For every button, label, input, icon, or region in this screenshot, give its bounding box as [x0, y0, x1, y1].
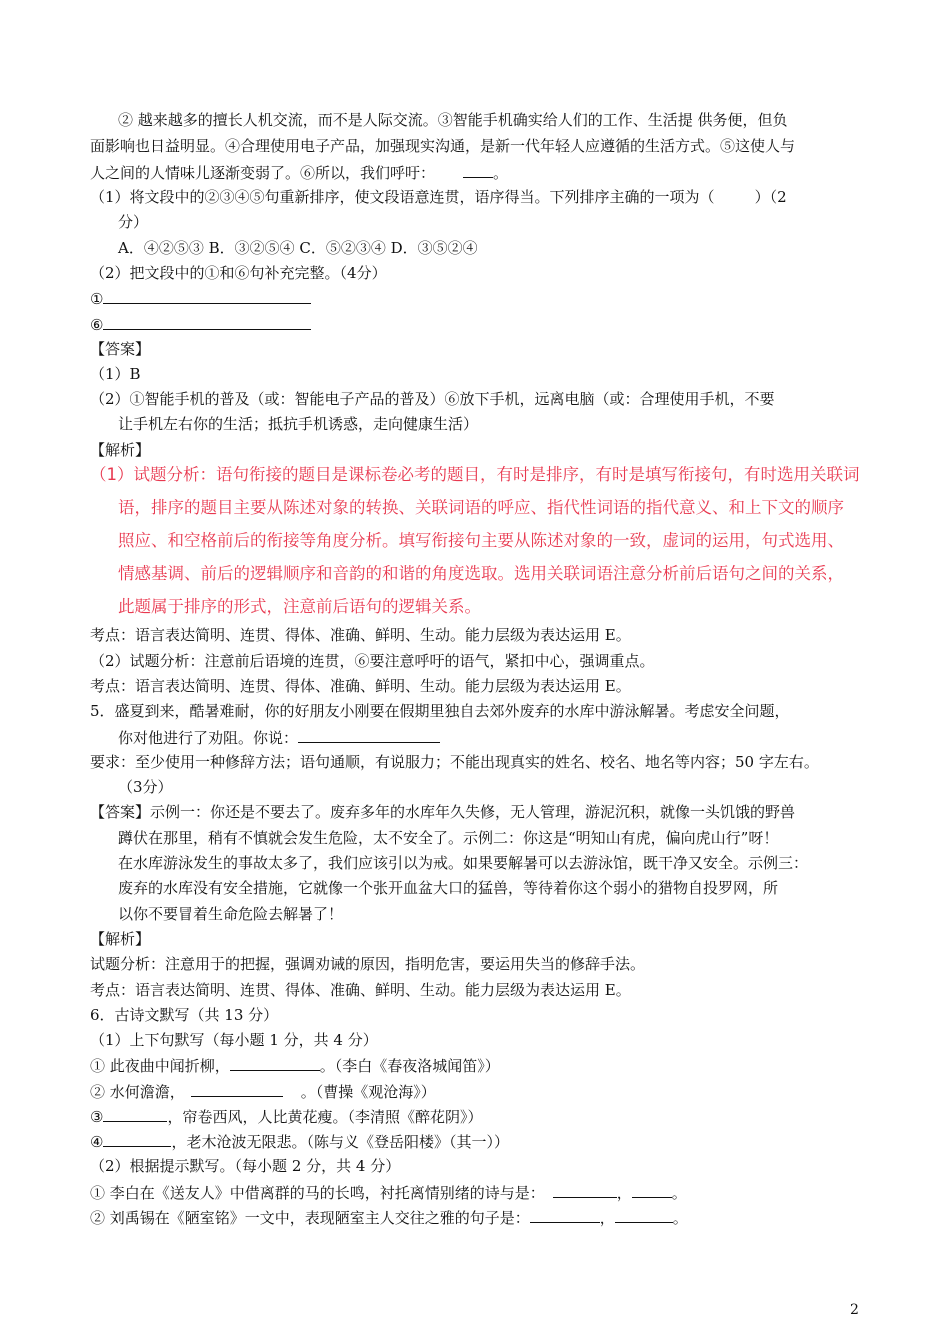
recite-3 [90, 1106, 482, 1127]
red-analysis-line-5: 此题属于排序的形式，注意前后语句的逻辑关系。 [118, 597, 481, 616]
question-5-score: （3分） [118, 778, 173, 796]
prompt-recite-1 [90, 1182, 687, 1203]
answer-2-line-1: （2）①智能手机的普及（或：智能电子产品的普及）⑥放下手机，远离电脑（或：合理使用手机，不要 [90, 390, 775, 408]
prompt-recite-2-text: ② 刘禹锡在《陋室铭》一文中，表现陋室主人交往之雅的句子是： [90, 1209, 530, 1227]
example-line-2: 蹲伏在那里，稍有不慎就会发生危险，太不安全了。示例二：你这是“明知山有虎，偏向虎山行”呀！ [118, 829, 779, 847]
example-line-4: 废弃的水库没有安全措施，它就像一个张开血盆大口的猛兽，等待着你这个弱小的猎物自投罗网，所 [118, 879, 779, 897]
analysis-2: （2）试题分析：注意前后语境的连贯，⑥要注意呼吁的语气，紧扣中心，强调重点。 [90, 652, 655, 670]
analysis-5: 试题分析：注意用于的把握，强调劝诫的原因，指明危害，要运用失当的修辞手法。 [90, 955, 646, 973]
example-line-1: 【答案】示例一：你还是不要去了。废弃多年的水库年久失修，无人管理，游泥沉积，就像一头饥饿的野兽 [90, 803, 796, 821]
recite-4 [90, 1131, 509, 1152]
fill-blank [298, 727, 440, 743]
example-line-5: 以你不要冒着生命危险去解暑了！ [118, 905, 344, 923]
question-6-part-1: （1）上下句默写（每小题 1 分，共 4 分） [90, 1031, 378, 1049]
prompt-recite-1-text: ① 李白在《送友人》中借离群的马的长鸣，衬托离情别绪的诗与是： [90, 1184, 545, 1202]
prompt-recite-2-end: 。 [672, 1209, 688, 1227]
analysis-heading-2: 【解析】 [90, 930, 151, 948]
passage-line-1: ② 越来越多的擅长人机交流，而不是人际交流。③智能手机确实给人们的工作、生活提 供务便，但负 [118, 111, 788, 129]
prompt-recite-2 [90, 1207, 688, 1228]
page-number: 2 [850, 1302, 859, 1318]
red-analysis-line-1: （1）试题分析：语句衔接的题目是课标卷必考的题目，有时是排序，有时是填写衔接句，有时选用关联词 [90, 465, 860, 484]
fill-blank [103, 1106, 167, 1122]
passage-line-3-end: 。 [493, 164, 509, 182]
recite-1-source: 。（李白《春夜洛城闻笛》） [319, 1057, 500, 1075]
recite-4-label: ④ [90, 1133, 104, 1151]
prompt-recite-2-comma: ， [599, 1209, 615, 1227]
fill-blank [530, 1207, 600, 1223]
prompt-recite-1-end: 。 [671, 1184, 687, 1202]
recite-3-source: ，帘卷西风，人比黄花瘦。（李清照《醉花阴》） [167, 1108, 483, 1126]
answer-1: （1）B [90, 365, 141, 383]
recite-2 [90, 1081, 436, 1102]
answer-2-line-2: 让手机左右你的生活；抵抗手机诱惑，走向健康生活） [118, 415, 479, 433]
kaodian-1: 考点：语言表达简明、连贯、得体、准确、鲜明、生动。能力层级为表达运用 E。 [90, 626, 631, 644]
fill-blank [553, 1182, 617, 1198]
fill-blank [632, 1182, 672, 1198]
example-line-3: 在水库游泳发生的事故太多了，我们应该引以为戒。如果要解暑可以去游泳馆，既干净又安全。示例三： [118, 854, 809, 872]
question-1-options: A．④②⑤③ B．③②⑤④ C．⑤②③④ D．③⑤②④ [118, 239, 478, 257]
red-analysis-line-4: 情感基调、前后的逻辑顺序和音韵的和谐的角度选取。选用关联词语注意分析前后语句之间的关系， [118, 564, 844, 583]
question-2-line: （2）把文段中的①和⑥句补充完整。（4分） [90, 264, 387, 282]
passage-line-3 [90, 162, 508, 183]
answer-blank-1 [90, 288, 311, 309]
recite-3-label: ③ [90, 1108, 104, 1126]
recite-4-source: ，老木沧波无限悲。（陈与义《登岳阳楼》（其一）） [171, 1133, 509, 1151]
red-analysis-line-2: 语，排序的题目主要从陈述对象的转换、关联词语的呼应、指代性词语的指代意义、和上下文的顺序 [118, 498, 844, 517]
fill-blank [191, 1081, 283, 1097]
recite-2-text: ② 水何澹澹， [90, 1083, 185, 1101]
question-1-text: （1）将文段中的②③④⑤句重新排序，使文段语意连贯，语序得当。下列排序主确的一项为（ [90, 188, 715, 206]
fill-blank [103, 314, 311, 330]
answer-blank-6 [90, 314, 311, 335]
fill-blank [463, 162, 493, 178]
recite-2-source: 。（曹操《观沧海》） [300, 1083, 436, 1101]
fill-blank [103, 1131, 171, 1147]
question-5-requirement: 要求：至少使用一种修辞方法；语句通顺，有说服力；不能出现真实的姓名、校名、地名等内容；50 字左右。 [90, 753, 819, 771]
kaodian-3: 考点：语言表达简明、连贯、得体、准确、鲜明、生动。能力层级为表达运用 E。 [90, 981, 631, 999]
passage-line-3-text: 人之间的人情味儿逐渐变弱了。⑥所以，我们呼吁： [90, 164, 436, 182]
question-6-heading: 6．古诗文默写（共 13 分） [90, 1006, 279, 1024]
passage-line-2: 面影响也日益明显。④合理使用电子产品，加强现实沟通，是新一代年轻人应遵循的生活方式。⑤这使人与 [90, 137, 796, 155]
prompt-recite-1-comma: ， [616, 1184, 632, 1202]
fill-blank [103, 288, 311, 304]
recite-1-text: ① 此夜曲中闻折柳， [90, 1057, 230, 1075]
question-1-score: ）（2 [754, 188, 787, 206]
question-5-prompt: 你对他进行了劝阻。你说： [118, 729, 299, 747]
question-5-line-2 [118, 727, 440, 748]
red-analysis-line-3: 照应、和空格前后的衔接等角度分析。填写衔接句主要从陈述对象的一致，虚词的运用，句式选用、 [118, 531, 844, 550]
question-5-line-1: 5．盛夏到来，酷暑难耐，你的好朋友小刚要在假期里独自去郊外废弃的水库中游泳解暑。考虑安全问题， [90, 702, 790, 720]
blank-6-label: ⑥ [90, 316, 104, 334]
fill-blank [615, 1207, 673, 1223]
answer-heading: 【答案】 [90, 340, 151, 358]
question-1-line [90, 187, 787, 207]
analysis-heading: 【解析】 [90, 441, 151, 459]
fill-blank [230, 1055, 320, 1071]
question-6-part-2: （2）根据提示默写。（每小题 2 分，共 4 分） [90, 1157, 401, 1175]
recite-1 [90, 1055, 500, 1076]
kaodian-2: 考点：语言表达简明、连贯、得体、准确、鲜明、生动。能力层级为表达运用 E。 [90, 677, 631, 695]
blank-1-label: ① [90, 290, 104, 308]
question-1-score-line: 分） [118, 213, 149, 231]
